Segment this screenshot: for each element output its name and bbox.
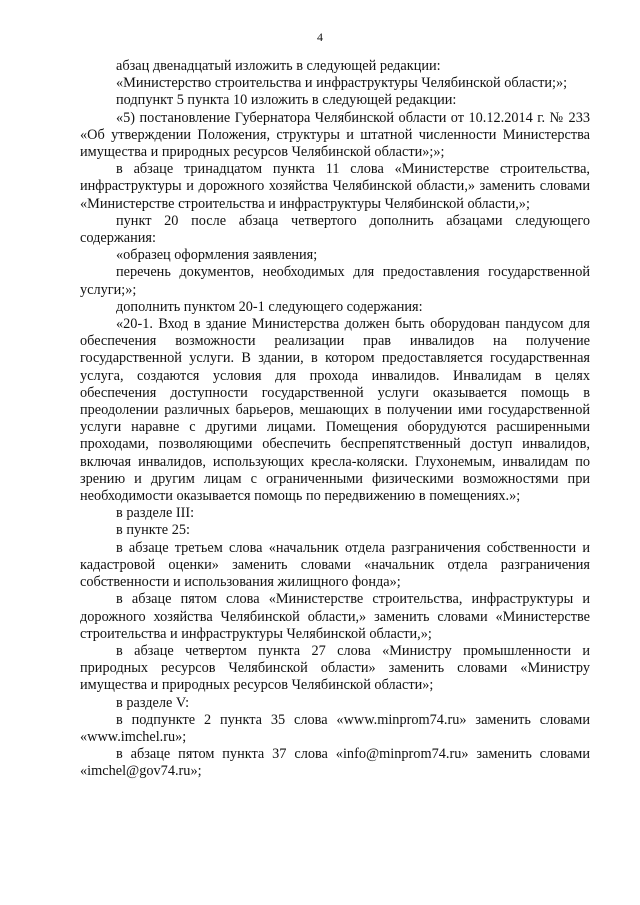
- paragraph: подпункт 5 пункта 10 изложить в следующей редакции:: [116, 92, 457, 109]
- paragraph: «образец оформления заявления;: [116, 247, 318, 264]
- paragraph: в разделе V:: [116, 694, 190, 711]
- paragraph: «5) постановление Губернатора Челябинской области от 10.12.2014 г. № 233 «Об утверждении Положения, структуры и штатной численности Министерства имущества и природных ресурсов Челябинской области»;»;: [80, 109, 590, 161]
- paragraph: в подпункте 2 пункта 35 слова «www.minprom74.ru» заменить словами «www.imchel.ru»;: [80, 711, 590, 745]
- paragraph: «20-1. Вход в здание Министерства должен быть оборудован пандусом для обеспечения возможности реализации прав инвалидов на получение государственной услуги. В здании, в котором предоставляется государственная услуга, создаются условия для прохода инвалидов. Инвалидам в целях обеспечения доступности государственной услуги оказывается помощь в преодолении различных барьеров, мешающих в получении ими государственной услуги наравне с другими лицами. Помещения оборудуются расширенными проходами, позволяющими обеспечить беспрепятственный доступ инвалидов, включая инвалидов, использующих кресла-коляски. Глухонемым, инвалидам по зрению и другим лицам с ограниченными физическими возможностями при необходимости оказывается помощь по передвижению в помещениях.»;: [80, 316, 590, 505]
- paragraph: абзац двенадцатый изложить в следующей редакции:: [116, 58, 441, 74]
- paragraph: в абзаце пятом пункта 37 слова «info@minprom74.ru» заменить словами «imchel@gov74.ru»;: [80, 746, 590, 780]
- paragraph: в абзаце третьем слова «начальник отдела разграничения собственности и кадастровой оценки» заменить словами «начальник отдела разграничения собственности и использования жилищного фонда»;: [80, 539, 590, 591]
- paragraph: в разделе III:: [116, 505, 195, 522]
- paragraph: перечень документов, необходимых для предоставления государственной услуги;»;: [80, 264, 590, 298]
- paragraph: дополнить пунктом 20-1 следующего содержания:: [116, 298, 423, 315]
- paragraph: пункт 20 после абзаца четвертого дополнить абзацами следующего содержания:: [80, 212, 590, 247]
- paragraph: в абзаце четвертом пункта 27 слова «Министру промышленности и природных ресурсов Челябинской области» заменить словами «Министру имущества и природных ресурсов Челябинской области»;: [80, 642, 590, 694]
- paragraph: в абзаце пятом слова «Министерстве строительства, инфраструктуры и дорожного хозяйства Челябинской области,» заменить словами «Министерстве строительства и инфраструктуры Челябинской области,»;: [80, 591, 590, 642]
- document-body: [80, 58, 590, 781]
- page-number: 4: [317, 30, 323, 44]
- paragraph: в абзаце тринадцатом пункта 11 слова «Министерстве строительства, инфраструктуры и дорожного хозяйства Челябинской области,» заменить словами «Министерстве строительства и инфраструктуры Челябинской области,»;: [80, 161, 590, 212]
- paragraph: в пункте 25:: [116, 522, 190, 539]
- paragraph: «Министерство строительства и инфраструктуры Челябинской области;»;: [116, 75, 568, 92]
